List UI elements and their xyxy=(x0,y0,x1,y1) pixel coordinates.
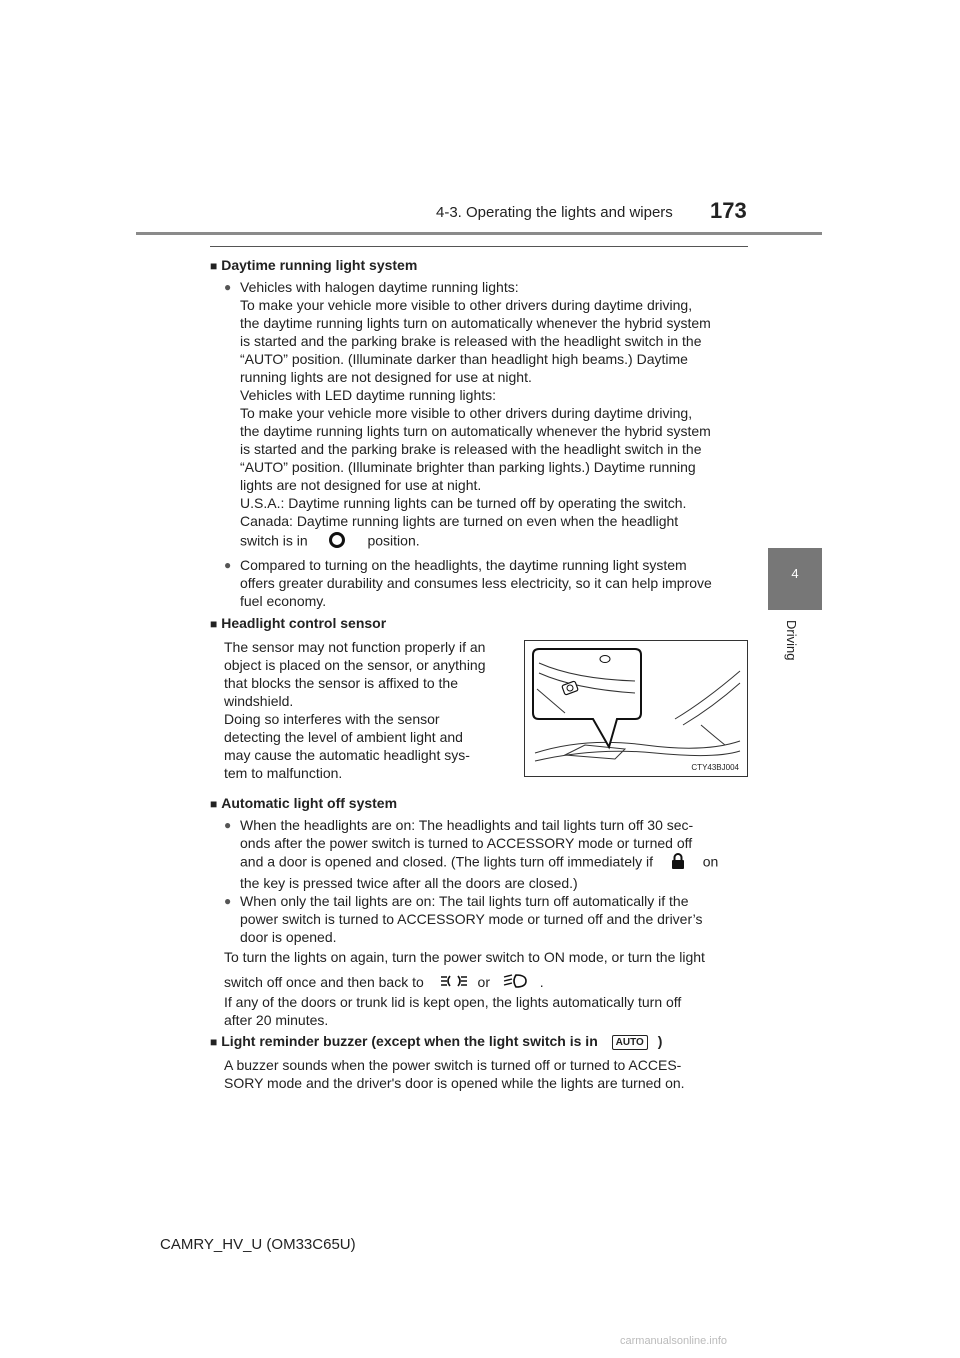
sensor-text: The sensor may not function properly if an object is placed on the sensor, or anything that blocks the sensor is affixed to the windshield. Doing so interferes with the sensor detecting the level of ambient light and may cause the automatic headlight sys- tem to malfunction. xyxy=(224,639,486,781)
auto-off-title: ■ Automatic light off system xyxy=(210,795,398,811)
windshield-sensor-illustration xyxy=(525,641,747,776)
square-bullet-icon: ■ xyxy=(210,797,218,811)
auto-off-note-2: switch off once and then back to or . xyxy=(224,973,544,993)
sensor-diagram xyxy=(524,640,748,777)
buzzer-text: A buzzer sounds when the power switch is turned off or turned to ACCES- SORY mode and the driver's door is opened while the lights are turned on. xyxy=(224,1057,685,1091)
auto-off-note-1: To turn the lights on again, turn the power switch to ON mode, or turn the light xyxy=(224,949,705,965)
circle-bullet-icon: ● xyxy=(224,280,232,294)
chapter-label: Driving xyxy=(784,620,799,661)
chapter-number: 4 xyxy=(791,566,799,581)
document-code: CAMRY_HV_U (OM33C65U) xyxy=(160,1236,356,1253)
square-bullet-icon: ■ xyxy=(210,1035,218,1049)
drl-title: ■ Daytime running light system xyxy=(210,257,418,273)
circle-bullet-icon: ● xyxy=(224,894,232,908)
chapter-tab xyxy=(768,548,822,610)
headlights-icon xyxy=(502,973,528,993)
figure-code: CTY43BJ004 xyxy=(691,763,739,772)
circle-bullet-icon: ● xyxy=(224,558,232,572)
drl-switch-line: switch is in position. xyxy=(240,530,420,554)
auto-off-bullet-2: When only the tail lights are on: The tail lights turn off automatically if the power switch is turned to ACCESSORY mode or turned off and the driver’s door is opened. xyxy=(240,893,703,945)
page-number: 173 xyxy=(710,198,747,223)
auto-switch-icon: AUTO xyxy=(612,1035,648,1050)
auto-off-note-3: If any of the doors or trunk lid is kept open, the lights automatically turn off after 20 minutes. xyxy=(224,994,682,1028)
watermark: carmanualsonline.info xyxy=(620,1335,728,1347)
circle-bullet-icon: ● xyxy=(224,818,232,832)
auto-off-bullet-1: When the headlights are on: The headlights and tail lights turn off 30 sec- onds after the power switch is turned to ACCESSORY mode or turned off and a door is opened and closed. (The lights turn off immediately if on the key is pressed twice after all the doors are closed.) xyxy=(240,817,719,891)
sensor-title: ■ Headlight control sensor xyxy=(210,615,387,631)
parking-light-off-icon xyxy=(326,530,348,554)
buzzer-title: ■ Light reminder buzzer (except when the light switch is in AUTO ) xyxy=(210,1033,663,1049)
header-rule xyxy=(136,232,822,235)
tail-lights-icon xyxy=(440,973,468,993)
square-bullet-icon: ■ xyxy=(210,259,218,273)
drl-bullet-1: Vehicles with halogen daytime running lights: To make your vehicle more visible to other drivers during daytime driving, the daytime running lights turn on automatically whenever the hybrid system is started and the parking brake is released with the headlight switch in the “AUTO” position. (Illuminate darker than headlight high beams.) Daytime running lights are not designed for use at night. Vehicles with LED daytime running lights: To make your vehicle more visible to other drivers during daytime driving, the daytime running lights turn on automatically whenever the hybrid system is started and the parking brake is released with the headlight switch in the “AUTO” position. (Illuminate brighter than parking lights.) Daytime running lights are not designed for use at night. U.S.A.: Daytime running lights can be turned off by operating the switch. Canada: Daytime running lights are turned on even when the headlight xyxy=(240,279,711,529)
section-rule xyxy=(210,246,748,247)
square-bullet-icon: ■ xyxy=(210,617,218,631)
lock-icon xyxy=(671,852,685,874)
section-heading: 4-3. Operating the lights and wipers xyxy=(436,204,673,221)
drl-bullet-2: Compared to turning on the headlights, the daytime running light system offers greater durability and consumes less electricity, so it can help improve fuel economy. xyxy=(240,557,712,609)
